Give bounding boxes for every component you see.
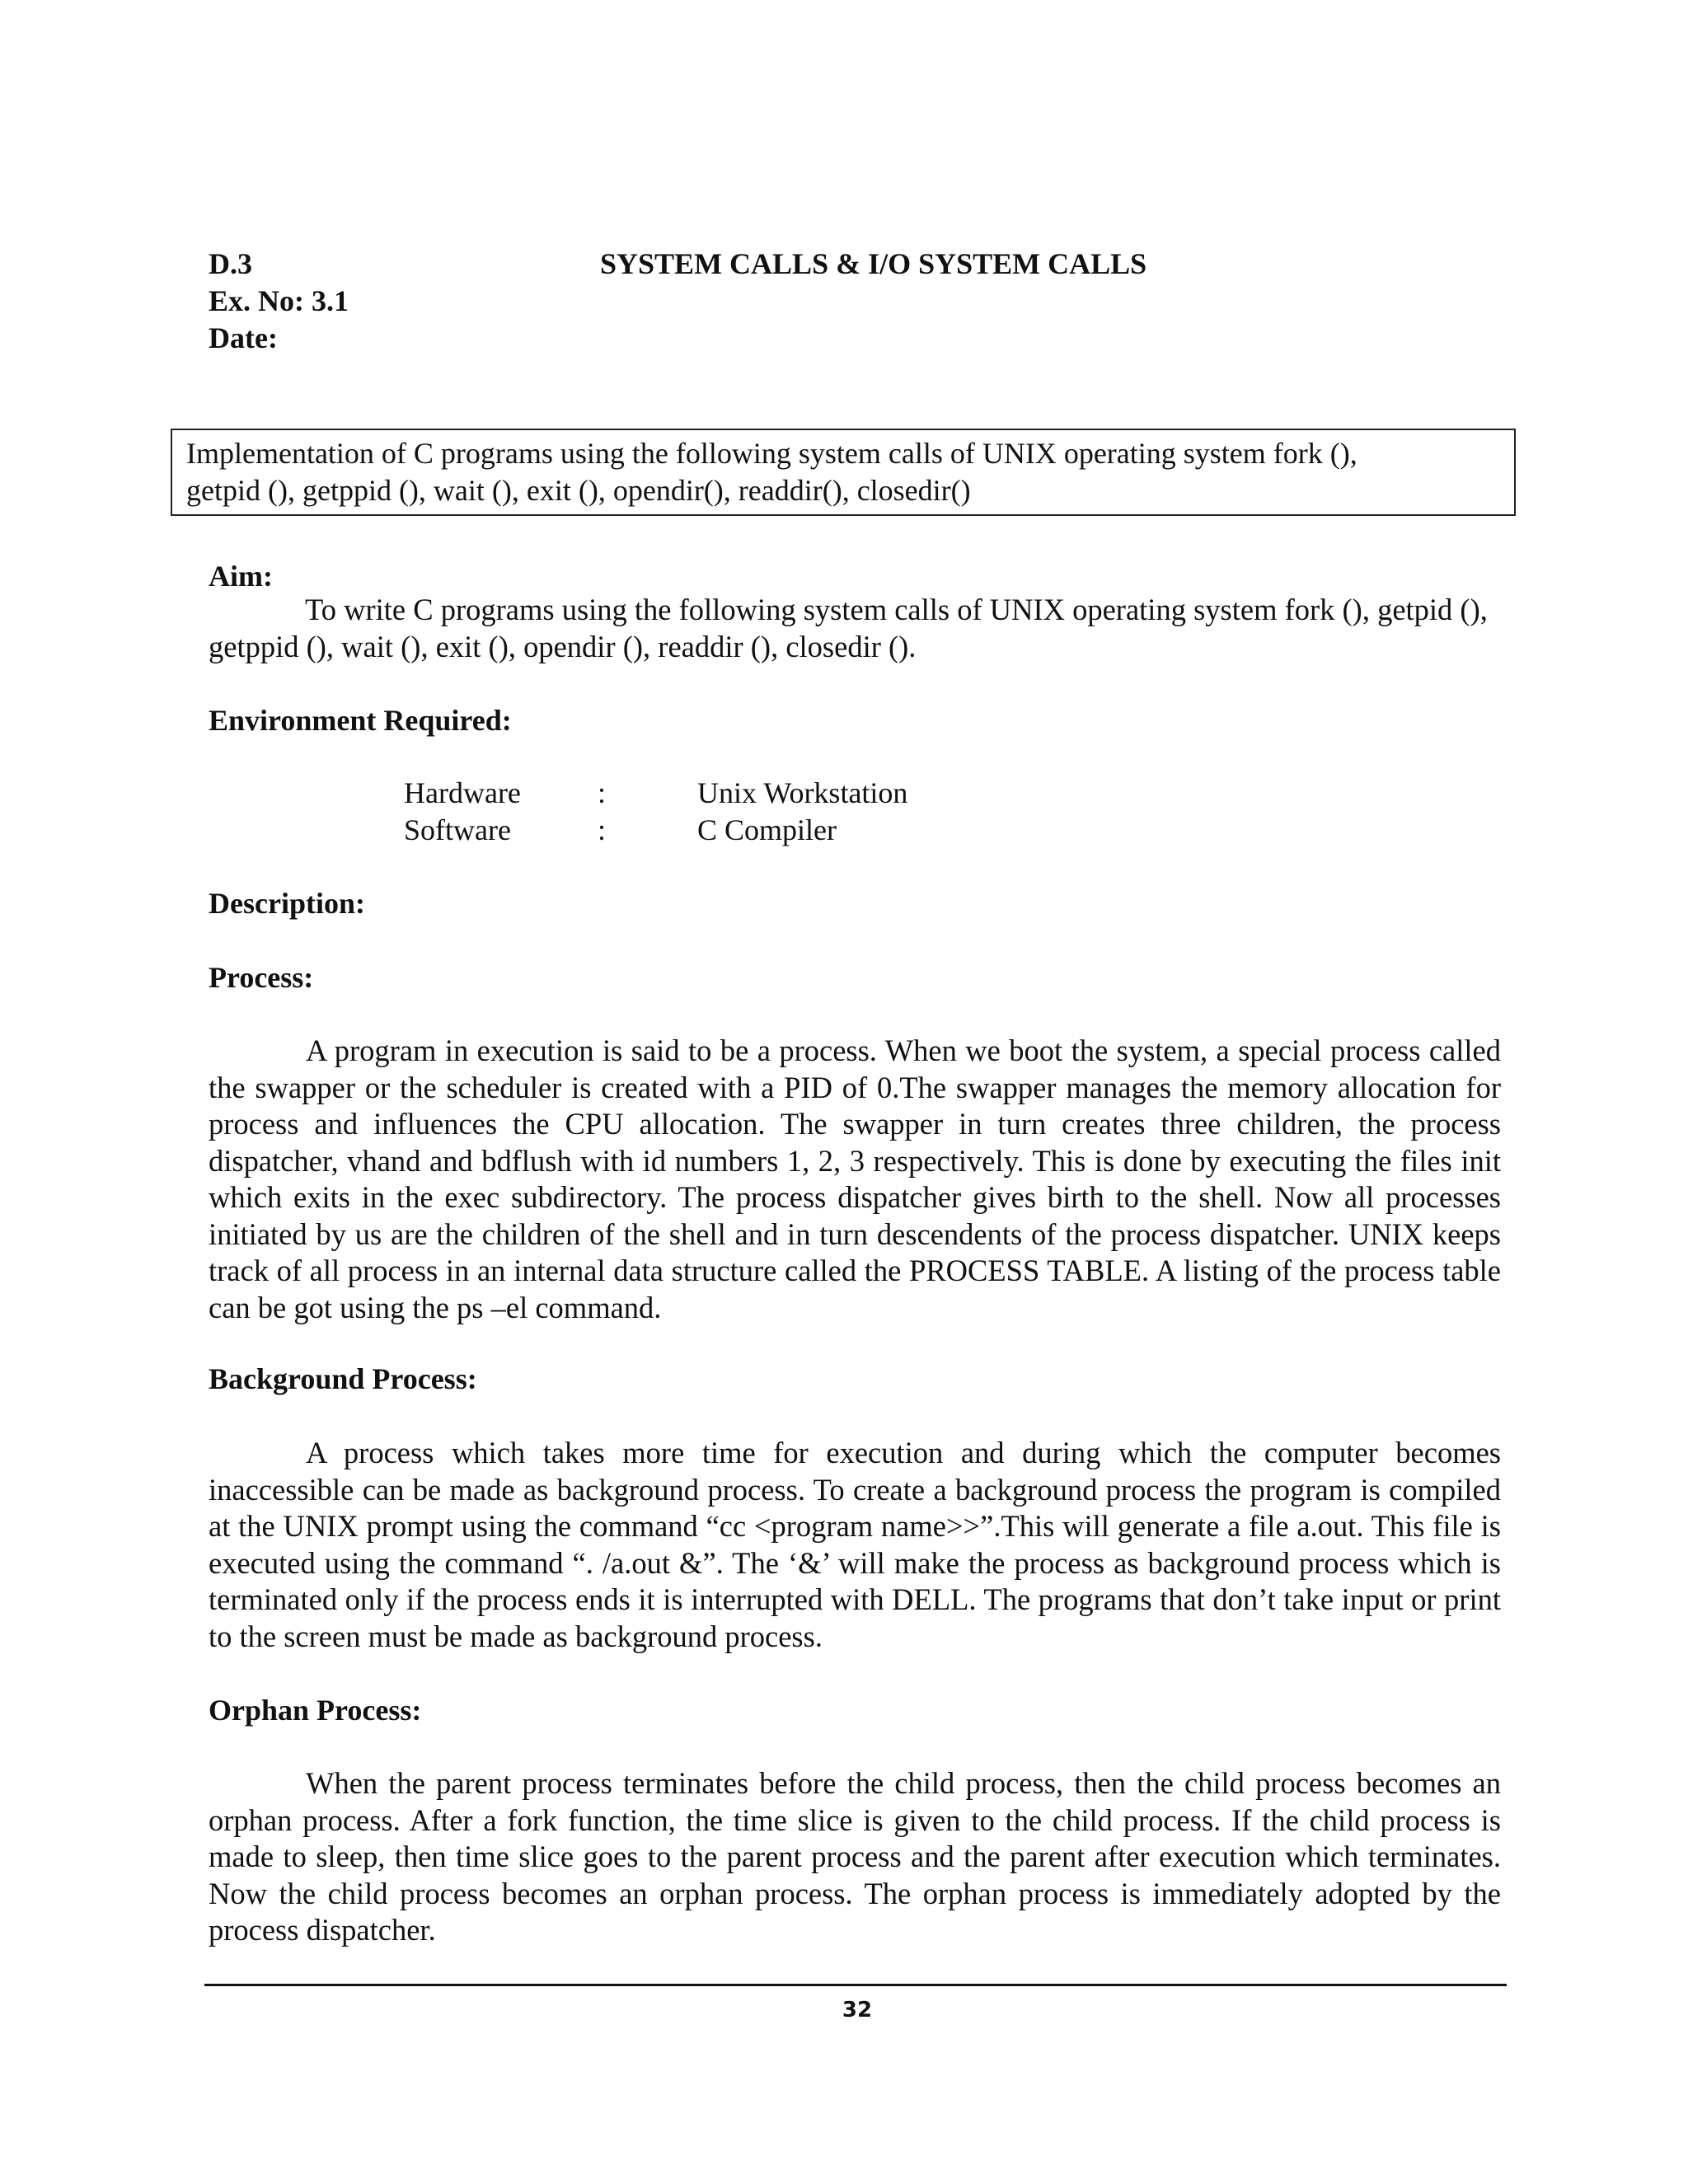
aim-heading: Aim: bbox=[209, 560, 273, 593]
orphan-process-text: When the parent process terminates before the child process, then the child process becomes an orphan process. After a fork function, the time slice is given to the child process. If the child process is made to sleep, then time slice goes to the parent process and the parent after execution which terminates. Now the child process becomes an orphan process. The orphan process is immediately adopted by the process dispatcher. bbox=[209, 1766, 1501, 1947]
process-text: A program in execution is said to be a process. When we boot the system, a special process called the swapper or the scheduler is created with a PID of 0.The swapper manages the memory allocation for process and influences the CPU allocation. The swapper in turn creates three children, the process dispatcher, vhand and bdflush with id numbers 1, 2, 3 respectively. This is done by executing the files init which exits in the exec subdirectory. The process dispatcher gives birth to the shell. Now all processes initiated by us are the children of the shell and in turn descendents of the process dispatcher. UNIX keeps track of all process in an internal data structure called the PROCESS TABLE. A listing of the process table can be got using the ps –el command. bbox=[209, 1033, 1501, 1324]
objective-line-2: getpid (), getppid (), wait (), exit (), opendir(), readdir(), closedir() bbox=[186, 474, 971, 507]
date-label: Date: bbox=[209, 321, 278, 354]
environment-heading: Environment Required: bbox=[209, 704, 512, 737]
objective-line-1: Implementation of C programs using the following system calls of UNIX operating system fork (), bbox=[186, 437, 1357, 470]
environment-hardware-separator: : bbox=[598, 776, 607, 809]
environment-software-label: Software bbox=[404, 813, 511, 846]
environment-hardware-value: Unix Workstation bbox=[697, 776, 908, 809]
section-code: D.3 bbox=[209, 247, 252, 280]
background-process-heading: Background Process: bbox=[209, 1362, 477, 1395]
environment-software-separator: : bbox=[598, 813, 607, 846]
orphan-process-heading: Orphan Process: bbox=[209, 1694, 422, 1727]
environment-hardware-label: Hardware bbox=[404, 776, 521, 809]
page-title: SYSTEM CALLS & I/O SYSTEM CALLS bbox=[600, 247, 1147, 280]
footer-rule bbox=[204, 1984, 1507, 1986]
objective-box bbox=[171, 429, 1516, 516]
description-heading: Description: bbox=[209, 887, 365, 920]
exercise-number: Ex. No: 3.1 bbox=[209, 284, 349, 317]
page-number: 32 bbox=[842, 1998, 873, 2022]
background-process-text: A process which takes more time for execution and during which the computer becomes inaccessible can be made as background process. To create a background process the program is compiled at the UNIX prompt using the command “cc <program name>>”.This will generate a file a.out. This file is executed using the command “. /a.out &”. The ‘&’ will make the process as background process which is terminated only if the process ends it is interrupted with DELL. The programs that don’t take input or print to the screen must be made as background process. bbox=[209, 1436, 1501, 1653]
aim-text: To write C programs using the following system calls of UNIX operating system fork (), getpid (), getppid (), wait (), exit (), opendir (), readdir (), closedir (). bbox=[209, 593, 1488, 663]
environment-software-value: C Compiler bbox=[697, 813, 837, 846]
process-heading: Process: bbox=[209, 961, 314, 994]
